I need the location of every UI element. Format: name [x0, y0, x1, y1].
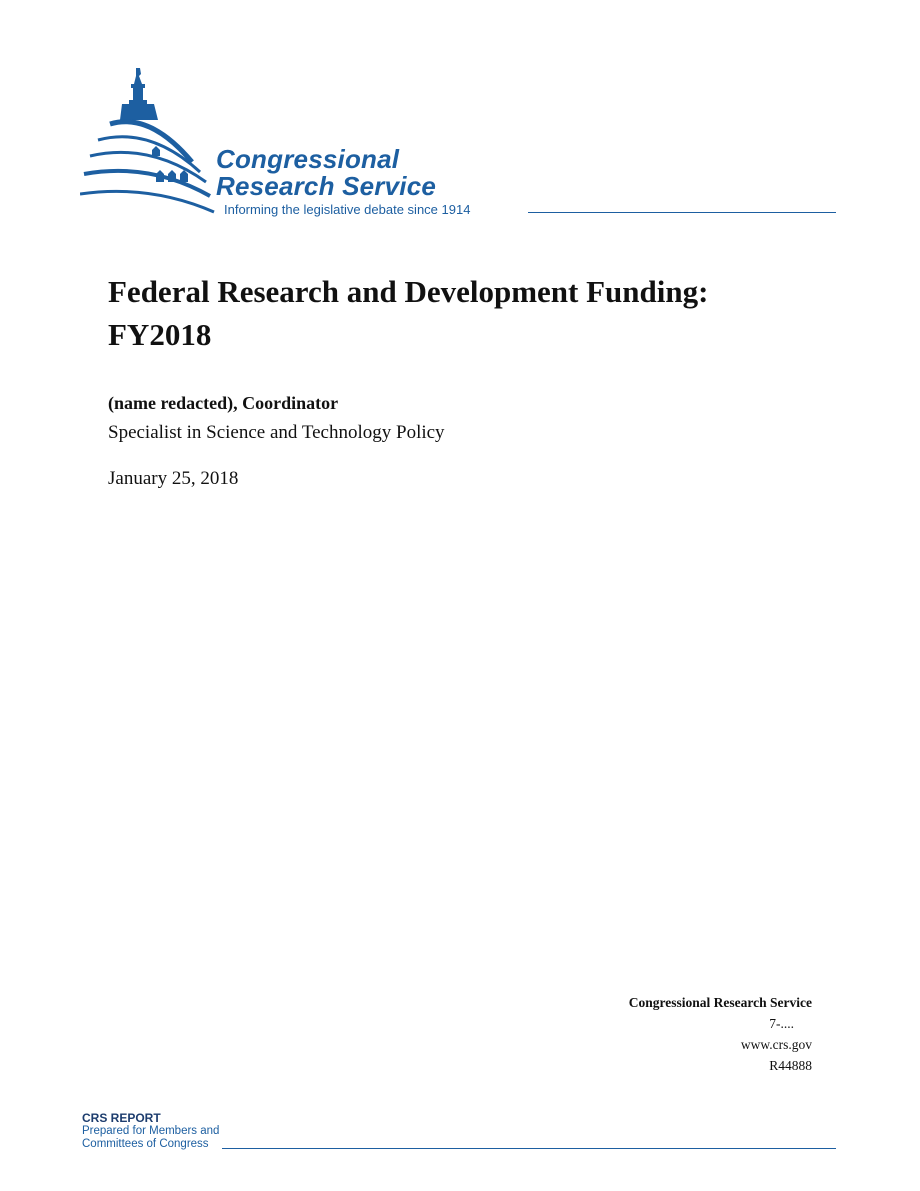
footer-divider — [222, 1148, 836, 1149]
crs-logo — [80, 64, 840, 224]
report-number: R44888 — [769, 1058, 812, 1073]
author-name: (name redacted), Coordinator — [108, 393, 339, 413]
footer-line1: Prepared for Members and — [82, 1125, 220, 1137]
report-title-line2: FY2018 — [108, 317, 212, 352]
publisher-website[interactable]: www.crs.gov — [740, 1037, 812, 1052]
footer-line2: Committees of Congress — [82, 1138, 209, 1150]
report-date: January 25, 2018 — [108, 468, 239, 489]
report-title-line1: Federal Research and Development Funding: — [108, 274, 709, 309]
footer-label — [82, 1112, 219, 1151]
author-role: Specialist in Science and Technology Policy — [108, 422, 445, 443]
capitol-dome-icon — [80, 64, 220, 216]
publisher-info — [629, 992, 812, 1076]
brand-name-line2: Research Service — [216, 171, 437, 201]
publisher-phone: 7-.... — [769, 1016, 794, 1031]
publisher-org: Congressional Research Service — [628, 995, 812, 1010]
footer-heading: CRS REPORT — [82, 1111, 161, 1125]
report-title — [108, 270, 828, 356]
brand-tagline: Informing the legislative debate since 1914 — [224, 202, 474, 217]
brand-name — [216, 146, 436, 200]
brand-name-line1: Congressional — [216, 144, 400, 174]
logo-divider — [528, 212, 836, 213]
